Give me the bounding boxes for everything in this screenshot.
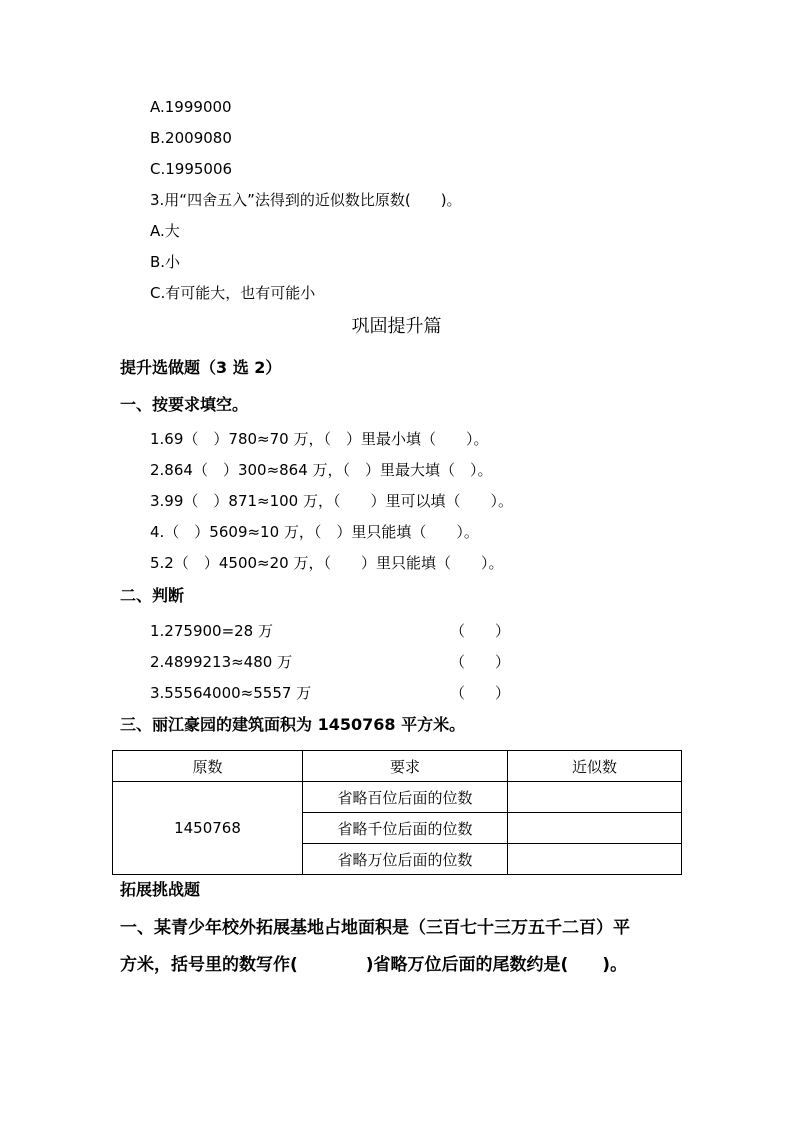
original-number-cell: 1450768 (113, 782, 303, 875)
part3-heading: 三、丽江豪园的建筑面积为 1450768 平方米。 (120, 715, 466, 734)
part1-item-4: 4.（ ）5609≈10 万，（ ）里只能填（ ）。 (150, 523, 479, 541)
header-original: 原数 (113, 751, 303, 782)
part1-heading: 一、按要求填空。 (120, 395, 249, 414)
answer-cell[interactable] (508, 813, 682, 844)
part2-item-3-paren: （ ） (450, 684, 511, 702)
part1-item-3: 3.99（ ）871≈100 万，（ ）里可以填（ ）。 (150, 492, 513, 510)
part1-item-2: 2.864（ ）300≈864 万，（ ）里最大填（ ）。 (150, 461, 493, 479)
challenge-line-2: 方米，括号里的数写作( )省略万位后面的尾数约是( )。 (120, 955, 628, 975)
part2-item-1: 1.275900=28 万 (150, 622, 273, 640)
part2-heading: 二、判断 (120, 586, 185, 605)
header-approximation: 近似数 (508, 751, 682, 782)
requirement-cell: 省略万位后面的位数 (303, 844, 508, 875)
header-requirement: 要求 (303, 751, 508, 782)
part2-item-2: 2.4899213≈480 万 (150, 653, 293, 671)
answer-cell[interactable] (508, 782, 682, 813)
option-c: C.1995006 (150, 160, 233, 178)
question-3-option-c: C.有可能大，也有可能小 (150, 284, 316, 302)
part2-item-3: 3.55564000≈5557 万 (150, 684, 312, 702)
section-title: 巩固提升篇 (351, 316, 442, 337)
part1-item-5: 5.2（ ）4500≈20 万，（ ）里只能填（ ）。 (150, 554, 504, 572)
requirement-cell: 省略百位后面的位数 (303, 782, 508, 813)
approximation-table (112, 750, 682, 875)
challenge-title: 拓展挑战题 (120, 880, 201, 899)
option-a: A.1999000 (150, 98, 232, 116)
question-3-option-b: B.小 (150, 253, 181, 271)
option-b: B.2009080 (150, 129, 232, 147)
challenge-line-1: 一、某青少年校外拓展基地占地面积是（三百七十三万五千二百）平 (120, 918, 630, 938)
part2-item-2-paren: （ ） (450, 653, 511, 671)
requirement-cell: 省略千位后面的位数 (303, 813, 508, 844)
table-row (113, 782, 682, 813)
part2-item-1-paren: （ ） (450, 622, 511, 640)
table-header-row (113, 751, 682, 782)
part1-item-1: 1.69（ ）780≈70 万，（ ）里最小填（ ）。 (150, 430, 489, 448)
question-3-stem: 3.用“四舍五入”法得到的近似数比原数( )。 (150, 191, 462, 209)
answer-cell[interactable] (508, 844, 682, 875)
question-3-option-a: A.大 (150, 222, 180, 240)
subsection-title: 提升选做题（3 选 2） (120, 358, 282, 377)
